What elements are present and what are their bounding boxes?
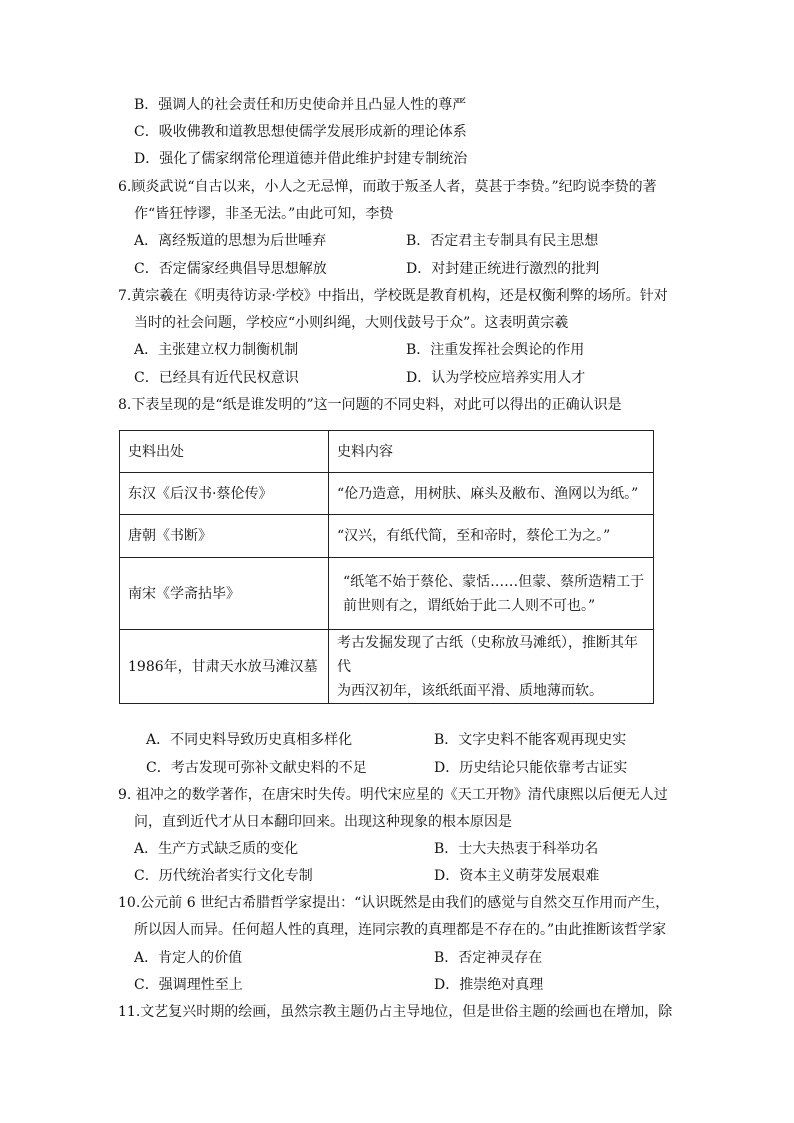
q8-stem: 8.下表呈现的是“纸是谁发明的”这一问题的不同史料，对此可以得出的正确认识是 <box>118 397 622 413</box>
row-content-line: “汉兴，有纸代简，至和帝时，蔡伦工为之。” <box>337 528 611 544</box>
q5-option-b: B．强调人的社会责任和历史使命并且凸显人性的尊严 <box>134 97 467 113</box>
source-table <box>119 430 654 704</box>
q9-stem-line2: 问，直到近代才从日本翻印回来。出现这种现象的根本原因是 <box>134 814 512 830</box>
q8-option-b: B．文字史料不能客观再现史实 <box>434 732 627 748</box>
table-row <box>120 558 654 630</box>
row-content <box>329 558 654 630</box>
q10-stem-line2: 所以因人而异。任何超人性的真理，连同宗教的真理都是不存在的。”由此推断该哲学家 <box>134 922 667 938</box>
q6-stem-line1: 6.顾炎武说“自古以来，小人之无忌惮，而敢于叛圣人者，莫甚于李贽。”纪昀说李贽的著 <box>118 179 657 195</box>
q10-option-c: C．强调理性至上 <box>134 977 243 993</box>
q7-stem-line2: 当时的社会问题，学校应“小则纠绳，大则伐鼓号于众”。这表明黄宗羲 <box>134 315 569 331</box>
q6-option-d: D．对封建正统进行激烈的批判 <box>406 261 600 277</box>
q9-option-d: D．资本主义萌芽发展艰难 <box>434 868 600 884</box>
q6-option-b: B．否定君主专制具有民主思想 <box>406 233 599 249</box>
q9-option-a: A．生产方式缺乏质的变化 <box>134 841 299 857</box>
q9-stem-line1: 9. 祖冲之的数学著作，在唐宋时失传。明代宋应星的《天工开物》清代康熙以后便无人过 <box>118 787 668 803</box>
row-content-line: 为西汉初年，该纸纸面平滑、质地薄而软。 <box>337 682 603 699</box>
q7-stem-line1: 7.黄宗羲在《明夷待访录·学校》中指出，学校既是教育机构，还是权衡利弊的场所。针对 <box>118 288 668 304</box>
q10-option-a: A．肯定人的价值 <box>134 950 243 966</box>
row-source: 唐朝《书断》 <box>120 515 329 558</box>
table-header-row <box>120 431 654 473</box>
table-row <box>120 515 654 558</box>
row-content-line: 前世则有之，谓纸始于此二人则不可也。” <box>343 597 596 614</box>
row-source: 1986年，甘肃天水放马滩汉墓 <box>120 630 329 704</box>
row-source: 东汉《后汉书·蔡伦传》 <box>120 473 329 515</box>
q11-stem-line1: 11.文艺复兴时期的绘画，虽然宗教主题仍占主导地位，但是世俗主题的绘画也在增加，除 <box>118 1004 673 1020</box>
q6-stem-line2: 作“皆狂悖谬，非圣无法。”由此可知，李贽 <box>134 206 394 222</box>
q10-option-b: B．否定神灵存在 <box>434 950 543 966</box>
row-content-line: “纸笔不始于蔡伦、蒙恬……但蒙、蔡所造精工于 <box>343 573 645 590</box>
header-content: 史料内容 <box>329 431 654 473</box>
q6-option-a: A．离经叛道的思想为后世唾弃 <box>134 233 327 249</box>
table-row <box>120 473 654 515</box>
table-row <box>120 630 654 704</box>
q5-option-d: D．强化了儒家纲常伦理道德并借此维护封建专制统治 <box>134 151 468 167</box>
q5-option-c: C．吸收佛教和道教思想使儒学发展形成新的理论体系 <box>134 124 467 140</box>
q8-option-d: D．历史结论只能依靠考古证实 <box>434 760 628 776</box>
q7-option-a: A．主张建立权力制衡机制 <box>134 342 299 358</box>
header-source: 史料出处 <box>120 431 329 473</box>
q10-option-d: D．推崇绝对真理 <box>434 977 544 993</box>
row-content <box>329 515 654 558</box>
q7-option-c: C．已经具有近代民权意识 <box>134 370 299 386</box>
row-content <box>329 473 654 515</box>
q7-option-b: B．注重发挥社会舆论的作用 <box>406 342 585 358</box>
q9-option-c: C．历代统治者实行文化专制 <box>134 868 313 884</box>
row-source: 南宋《学斋拈毕》 <box>120 558 329 630</box>
row-content <box>329 630 654 704</box>
row-content-line: “伦乃造意，用树肤、麻头及敝布、渔网以为纸。” <box>337 485 639 502</box>
row-content-line: 考古发掘发现了古纸（史称放马滩纸），推断其年代 <box>337 634 638 675</box>
q10-stem-line1: 10.公元前 6 世纪古希腊哲学家提出：“认识既然是由我们的感觉与自然交互作用而产生， <box>118 895 670 911</box>
q6-option-c: C．否定儒家经典倡导思想解放 <box>134 261 327 277</box>
q8-option-c: C．考古发现可弥补文献史料的不足 <box>146 760 367 776</box>
q9-option-b: B．士大夫热衷于科举功名 <box>434 841 599 857</box>
q7-option-d: D．认为学校应培养实用人才 <box>406 370 586 386</box>
q8-option-a: A．不同史料导致历史真相多样化 <box>146 732 353 748</box>
